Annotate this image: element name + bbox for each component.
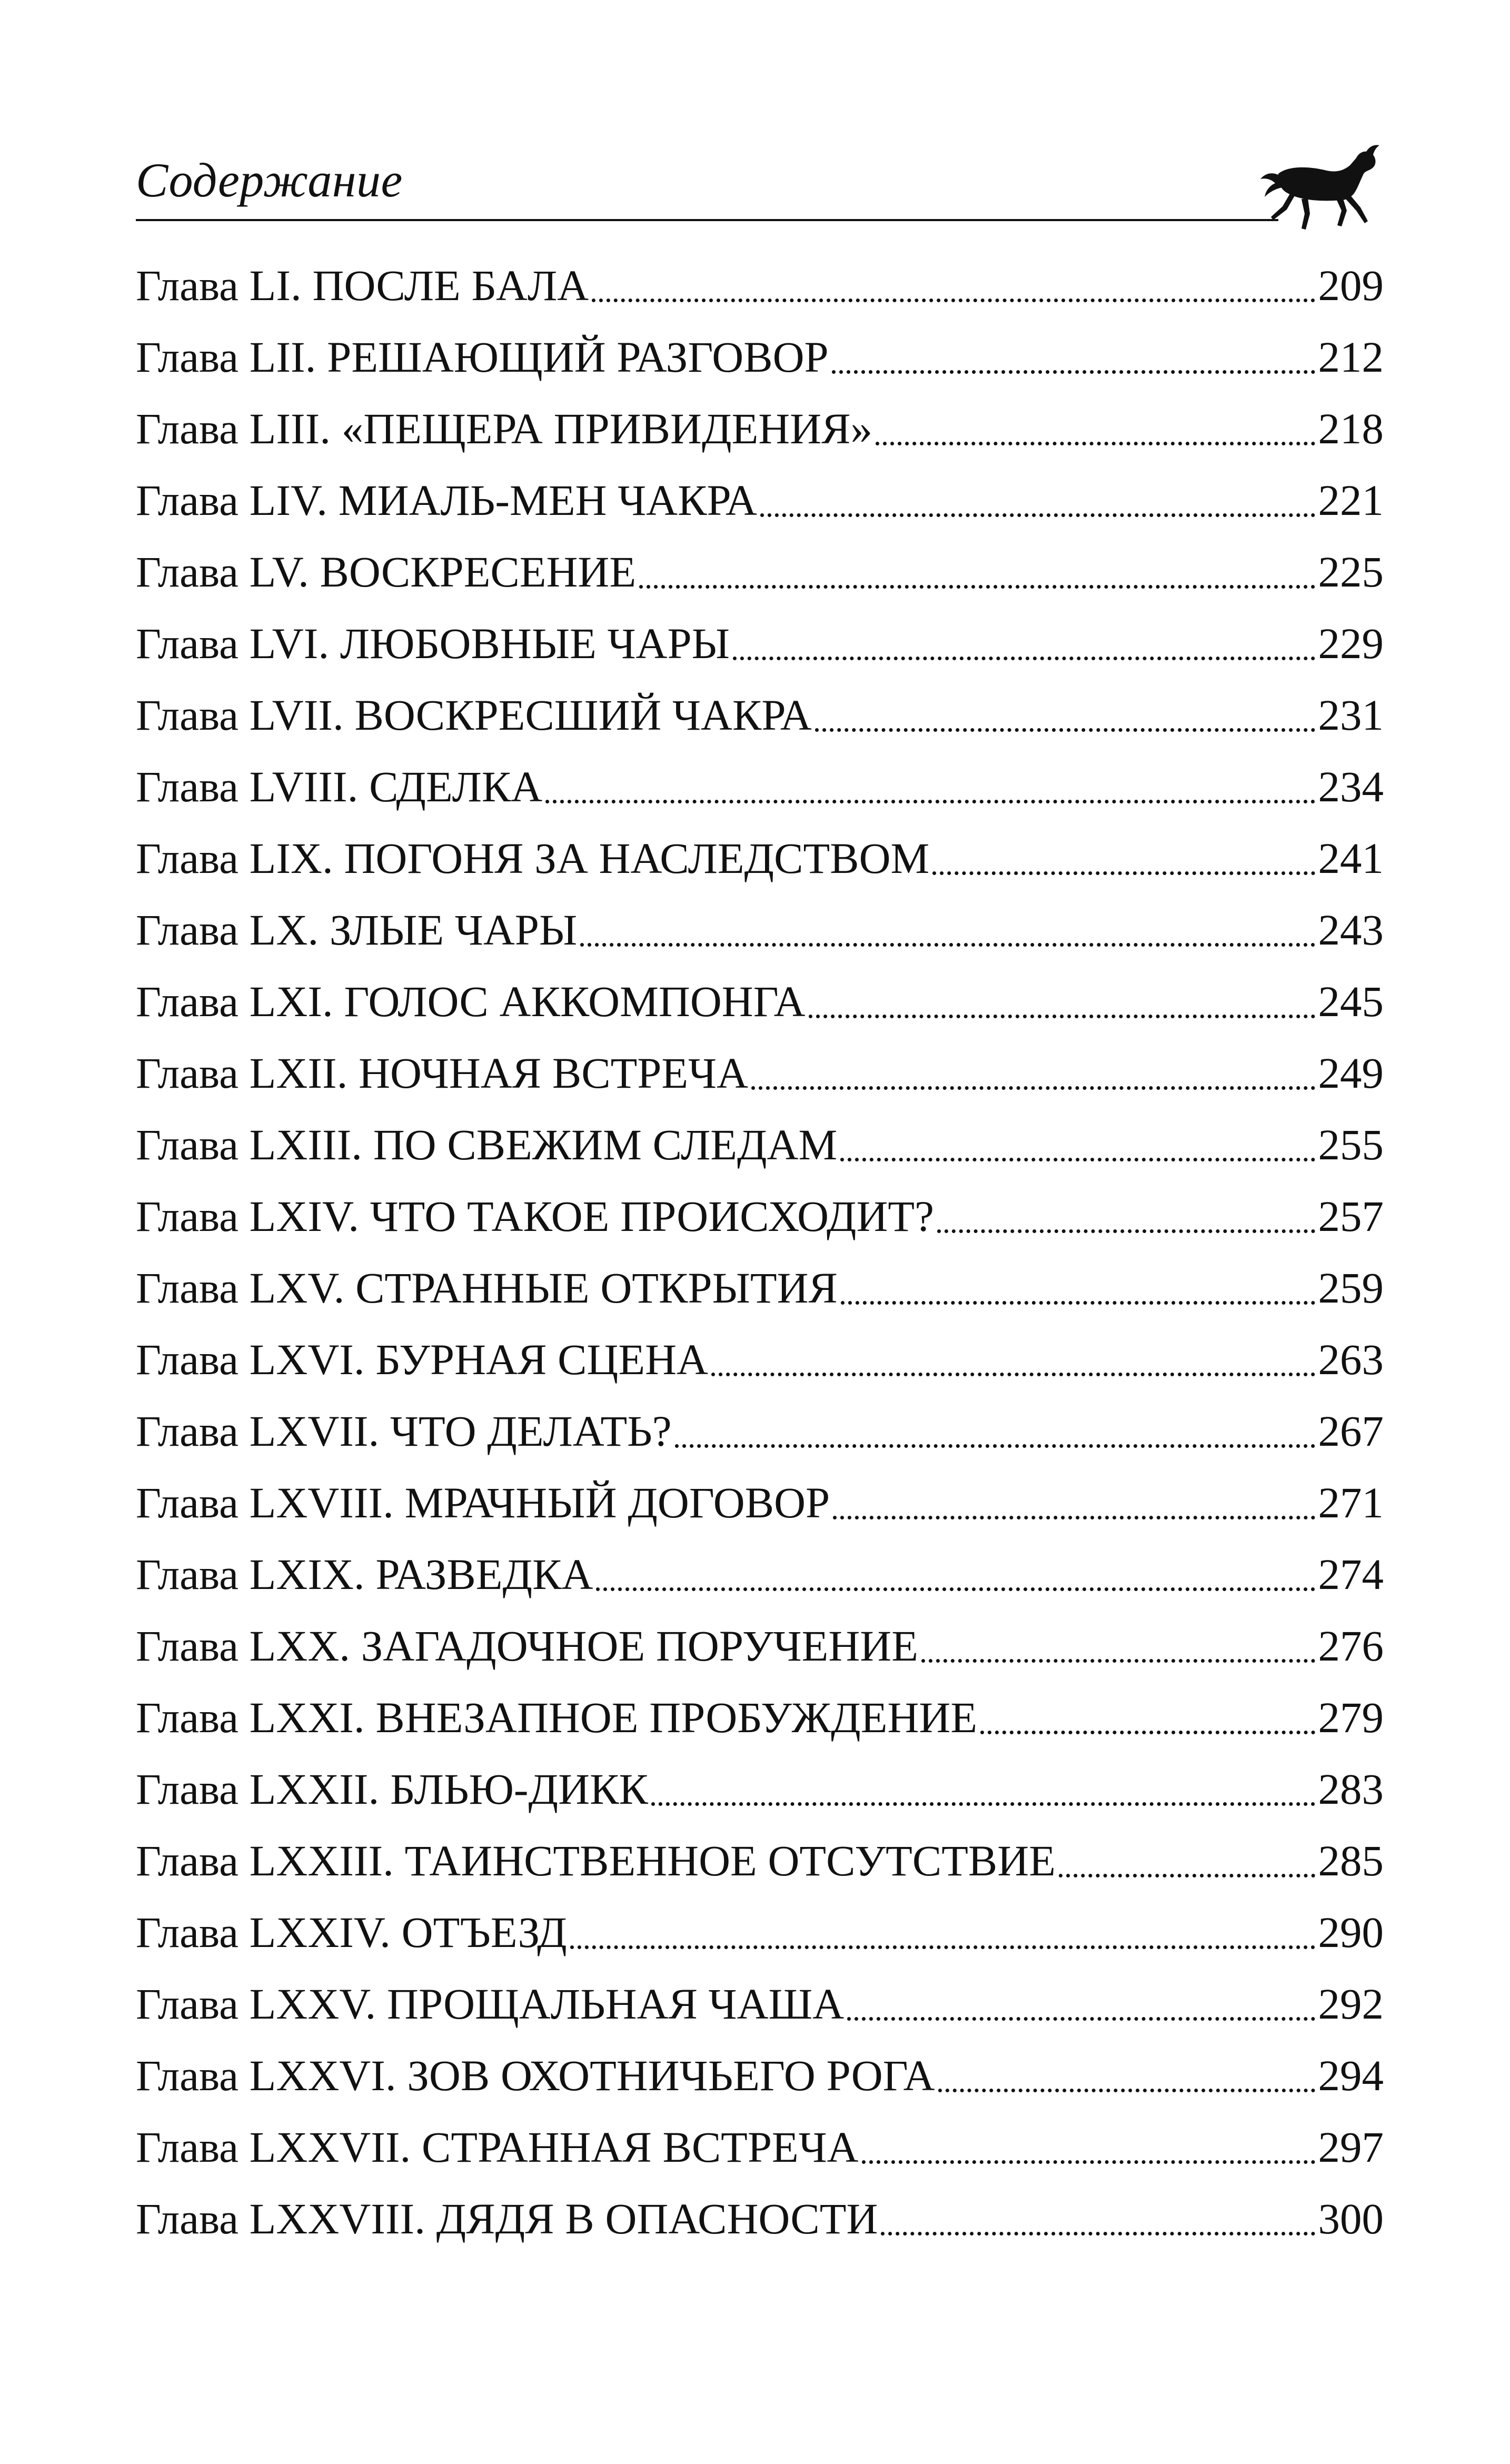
toc-entry-page: 283: [1318, 1765, 1384, 1813]
toc-entry-page: 209: [1318, 261, 1384, 310]
toc-entry-page: 245: [1318, 977, 1384, 1026]
toc-entry[interactable]: [136, 1395, 1384, 1467]
toc-entry[interactable]: [136, 1896, 1384, 1968]
toc-entry-title: Глава LXVII. ЧТО ДЕЛАТЬ?: [136, 1407, 672, 1455]
toc-entry-title: Глава LIII. «ПЕЩЕРА ПРИВИДЕНИЯ»: [136, 404, 873, 453]
toc-entry-page: 221: [1318, 476, 1384, 524]
toc-entry[interactable]: [136, 751, 1384, 822]
dot-leader: [592, 250, 1315, 321]
toc-entry[interactable]: [136, 966, 1384, 1037]
toc-entry-page: 279: [1318, 1693, 1384, 1742]
toc-entry-page: 292: [1318, 1980, 1384, 2028]
toc-entry-title: Глава LXXVI. ЗОВ ОХОТНИЧЬЕГО РОГА: [136, 2051, 935, 2100]
dot-leader: [580, 894, 1315, 966]
toc-entry-page: 249: [1318, 1049, 1384, 1097]
toc-entry-title: Глава LXXV. ПРОЩАЛЬНАЯ ЧАША: [136, 1980, 845, 2028]
toc-entry-title: Глава LXI. ГОЛОС АККОМПОНГА: [136, 977, 806, 1026]
toc-entry[interactable]: [136, 1538, 1384, 1610]
dot-leader: [938, 2040, 1315, 2111]
dot-leader: [980, 1682, 1315, 1753]
dot-leader: [751, 1037, 1315, 1109]
toc-entry[interactable]: [136, 464, 1384, 536]
toc-entry-title: Глава LXV. СТРАННЫЕ ОТКРЫТИЯ: [136, 1264, 838, 1312]
toc-entry-title: Глава LXIX. РАЗВЕДКА: [136, 1550, 593, 1598]
toc-entry-title: Глава LI. ПОСЛЕ БАЛА: [136, 261, 589, 310]
toc-entry[interactable]: [136, 2040, 1384, 2111]
toc-entry-page: 271: [1318, 1478, 1384, 1527]
toc-entry-title: Глава LXIV. ЧТО ТАКОЕ ПРОИСХОДИТ?: [136, 1192, 934, 1240]
toc-entry-page: 259: [1318, 1264, 1384, 1312]
dot-leader: [711, 1324, 1315, 1395]
toc-entry[interactable]: [136, 2111, 1384, 2183]
toc-entry-page: 241: [1318, 834, 1384, 882]
toc-entry-page: 234: [1318, 762, 1384, 811]
table-of-contents: [136, 250, 1384, 2254]
dot-leader: [639, 536, 1315, 608]
toc-entry[interactable]: [136, 1610, 1384, 1682]
dot-leader: [832, 321, 1315, 393]
toc-entry[interactable]: [136, 1180, 1384, 1252]
toc-entry-title: Глава LXXIV. ОТЪЕЗД: [136, 1908, 567, 1956]
dot-leader: [760, 464, 1315, 536]
toc-entry-title: Глава LIX. ПОГОНЯ ЗА НАСЛЕДСТВОМ: [136, 834, 930, 882]
toc-entry[interactable]: [136, 1037, 1384, 1109]
toc-entry-title: Глава LXIII. ПО СВЕЖИМ СЛЕДАМ: [136, 1120, 838, 1169]
toc-entry[interactable]: [136, 1825, 1384, 1896]
dot-leader: [833, 1467, 1315, 1538]
dot-leader: [733, 608, 1315, 679]
toc-entry[interactable]: [136, 1467, 1384, 1538]
toc-entry-title: Глава LXII. НОЧНАЯ ВСТРЕЧА: [136, 1049, 749, 1097]
dot-leader: [840, 1109, 1315, 1180]
page-title: Содержание: [136, 153, 403, 207]
toc-entry-page: 225: [1318, 548, 1384, 596]
dot-leader: [809, 966, 1315, 1037]
toc-entry-page: 243: [1318, 906, 1384, 954]
dot-leader: [881, 2183, 1315, 2254]
toc-entry[interactable]: [136, 2183, 1384, 2254]
toc-entry-title: Глава LXXII. БЛЬЮ-ДИКК: [136, 1765, 648, 1813]
toc-entry[interactable]: [136, 1109, 1384, 1180]
toc-entry-title: Глава LXVIII. МРАЧНЫЙ ДОГОВОР: [136, 1478, 830, 1527]
toc-entry-title: Глава LII. РЕШАЮЩИЙ РАЗГОВОР: [136, 333, 829, 381]
toc-entry-page: 231: [1318, 691, 1384, 739]
dot-leader: [545, 751, 1315, 822]
horse-logo-icon: [1257, 142, 1384, 234]
dot-leader: [675, 1395, 1315, 1467]
toc-entry-title: Глава LXXI. ВНЕЗАПНОЕ ПРОБУЖДЕНИЕ: [136, 1693, 978, 1742]
dot-leader: [1059, 1825, 1315, 1896]
toc-entry-page: 285: [1318, 1836, 1384, 1885]
dot-leader: [596, 1538, 1315, 1610]
dot-leader: [847, 1968, 1315, 2040]
toc-entry[interactable]: [136, 894, 1384, 966]
toc-entry-page: 267: [1318, 1407, 1384, 1455]
toc-entry-page: 290: [1318, 1908, 1384, 1956]
toc-entry[interactable]: [136, 822, 1384, 894]
dot-leader: [862, 2111, 1315, 2183]
toc-entry-title: Глава LXX. ЗАГАДОЧНОЕ ПОРУЧЕНИЕ: [136, 1622, 918, 1670]
toc-entry-title: Глава LXXIII. ТАИНСТВЕННОЕ ОТСУТСТВИЕ: [136, 1836, 1056, 1885]
toc-entry[interactable]: [136, 1324, 1384, 1395]
toc-entry[interactable]: [136, 536, 1384, 608]
toc-entry[interactable]: [136, 1968, 1384, 2040]
toc-entry-title: Глава LXVI. БУРНАЯ СЦЕНА: [136, 1335, 708, 1384]
toc-entry-page: 229: [1318, 619, 1384, 668]
toc-entry[interactable]: [136, 321, 1384, 393]
dot-leader: [841, 1252, 1315, 1324]
toc-entry-title: Глава LIV. МИАЛЬ-МЕН ЧАКРА: [136, 476, 757, 524]
page-header: [136, 142, 1384, 234]
toc-entry-page: 218: [1318, 404, 1384, 453]
toc-entry-title: Глава LV. ВОСКРЕСЕНИЕ: [136, 548, 637, 596]
dot-leader: [651, 1753, 1315, 1825]
toc-entry-title: Глава LVI. ЛЮБОВНЫЕ ЧАРЫ: [136, 619, 730, 668]
toc-entry-page: 276: [1318, 1622, 1384, 1670]
toc-entry[interactable]: [136, 1252, 1384, 1324]
header-rule: [136, 219, 1278, 221]
toc-entry[interactable]: [136, 393, 1384, 464]
toc-entry-page: 294: [1318, 2051, 1384, 2100]
toc-entry[interactable]: [136, 250, 1384, 321]
toc-entry-page: 257: [1318, 1192, 1384, 1240]
toc-entry-title: Глава LXXVIII. ДЯДЯ В ОПАСНОСТИ: [136, 2194, 878, 2243]
toc-entry-title: Глава LXXVII. СТРАННАЯ ВСТРЕЧА: [136, 2123, 859, 2171]
dot-leader: [570, 1896, 1315, 1968]
dot-leader: [932, 822, 1315, 894]
toc-entry-page: 274: [1318, 1550, 1384, 1598]
toc-entry-page: 300: [1318, 2194, 1384, 2243]
dot-leader: [876, 393, 1315, 464]
toc-entry-page: 212: [1318, 333, 1384, 381]
toc-entry-page: 255: [1318, 1120, 1384, 1169]
toc-entry[interactable]: [136, 1682, 1384, 1753]
toc-entry-title: Глава LX. ЗЛЫЕ ЧАРЫ: [136, 906, 578, 954]
dot-leader: [921, 1610, 1315, 1682]
toc-entry-title: Глава LVII. ВОСКРЕСШИЙ ЧАКРА: [136, 691, 812, 739]
dot-leader: [937, 1180, 1315, 1252]
toc-entry[interactable]: [136, 608, 1384, 679]
toc-entry[interactable]: [136, 679, 1384, 751]
toc-entry-page: 263: [1318, 1335, 1384, 1384]
toc-entry-page: 297: [1318, 2123, 1384, 2171]
toc-entry[interactable]: [136, 1753, 1384, 1825]
dot-leader: [815, 679, 1315, 751]
toc-entry-title: Глава LVIII. СДЕЛКА: [136, 762, 543, 811]
